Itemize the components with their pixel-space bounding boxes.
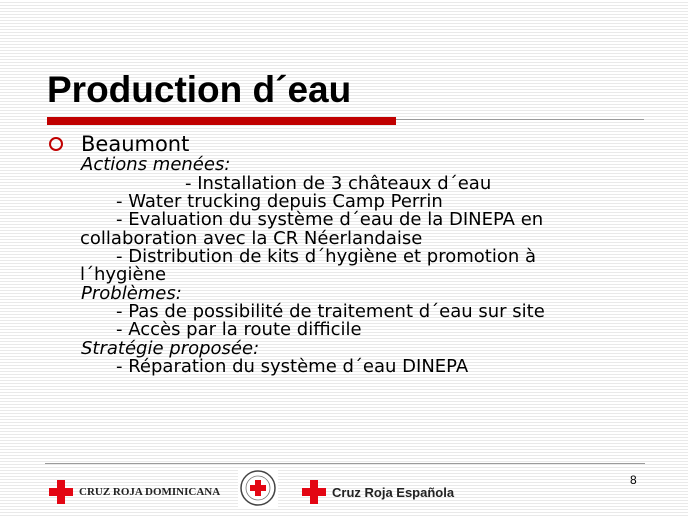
page-number: 8 — [630, 473, 637, 487]
croix-rouge-haitienne-seal-icon — [237, 468, 279, 508]
footer-divider — [45, 463, 645, 464]
body-line: - Installation de 3 châteaux d´eau — [185, 173, 492, 194]
body-line: l´hygiène — [80, 264, 167, 285]
logo1-text: CRUZ ROJA DOMINICANA — [79, 486, 221, 498]
slide-title: Production d´eau — [47, 69, 352, 110]
subheading-actions: Actions menées: — [81, 154, 231, 175]
body-line: collaboration avec la CR Néerlandaise — [80, 228, 423, 249]
subheading-problems: Problèmes: — [81, 283, 182, 304]
red-cross-icon — [48, 479, 74, 505]
body-line: - Water trucking depuis Camp Perrin — [116, 191, 443, 212]
body-line: - Accès par la route difficile — [116, 319, 362, 340]
title-underline-grey — [396, 119, 644, 120]
subheading-strategy: Stratégie proposée: — [81, 338, 260, 359]
body-line: - Réparation du système d´eau DINEPA — [116, 356, 469, 377]
body-line: - Distribution de kits d´hygiène et promotion à — [116, 246, 537, 267]
red-cross-icon — [301, 479, 327, 505]
circle-bullet-icon — [49, 137, 63, 151]
section-heading: Beaumont — [81, 132, 190, 156]
logo-cruz-roja-dominicana — [48, 476, 220, 508]
title-underline-red — [47, 117, 396, 125]
body-line: - Evaluation du système d´eau de la DINEPA en — [116, 209, 544, 230]
logo3-text: Cruz Roja Española — [332, 484, 455, 500]
logo-croix-rouge-haitienne — [237, 472, 279, 504]
body-line: - Pas de possibilité de traitement d´eau sur site — [116, 301, 545, 322]
logo-cruz-roja-espanola — [301, 476, 454, 508]
